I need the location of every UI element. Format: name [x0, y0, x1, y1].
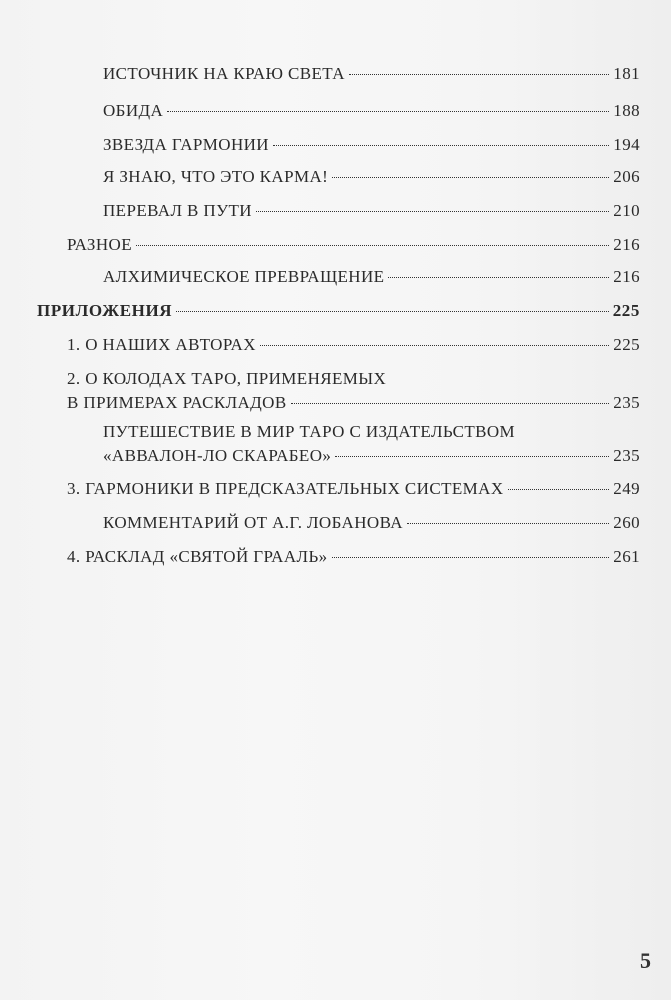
toc-entry-title: ЗВЕЗДА ГАРМОНИИ: [103, 135, 269, 154]
toc-entry: [67, 233, 640, 257]
leader-dots: [167, 111, 609, 112]
toc-entry: [67, 477, 640, 501]
toc-entry-page: 181: [613, 64, 640, 83]
toc-entry: [103, 420, 640, 468]
toc-entry-page: 249: [613, 479, 640, 498]
toc-entry-title-line2: В ПРИМЕРАХ РАСКЛАДОВ: [67, 393, 287, 412]
toc-entry-title: 3. ГАРМОНИКИ В ПРЕДСКАЗАТЕЛЬНЫХ СИСТЕМАХ: [67, 479, 504, 498]
toc-entry: [67, 367, 640, 415]
toc-entry-title-line1: 2. О КОЛОДАХ ТАРО, ПРИМЕНЯЕМЫХ: [67, 369, 387, 388]
toc-entry-page: 210: [613, 201, 640, 220]
leader-dots: [273, 145, 609, 146]
toc-entry-page: 235: [613, 393, 640, 412]
toc-entry: [103, 62, 640, 86]
toc-entry-title: 4. РАСКЛАД «СВЯТОЙ ГРААЛЬ»: [67, 547, 328, 566]
leader-dots: [508, 489, 610, 490]
toc-entry-title: АЛХИМИЧЕСКОЕ ПРЕВРАЩЕНИЕ: [103, 267, 385, 286]
leader-dots: [260, 345, 609, 346]
leader-dots: [332, 557, 610, 558]
leader-dots: [176, 311, 609, 312]
leader-dots: [388, 277, 609, 278]
toc-entry-title-line1: ПУТЕШЕСТВИЕ В МИР ТАРО С ИЗДАТЕЛЬСТВОМ: [103, 422, 516, 441]
toc-entry: [103, 199, 640, 223]
toc-entry-page: 261: [613, 547, 640, 566]
leader-dots: [291, 403, 610, 404]
page-number: 5: [640, 948, 651, 973]
toc-entry-page: 188: [613, 101, 640, 120]
toc-entry-page: 235: [613, 446, 640, 465]
toc-entry: [67, 333, 640, 357]
toc-entry-title: 1. О НАШИХ АВТОРАХ: [67, 335, 256, 354]
toc-entry-page: 206: [613, 167, 640, 186]
toc-entry-page: 216: [613, 267, 640, 286]
toc-entry-page: 216: [613, 235, 640, 254]
leader-dots: [335, 456, 609, 457]
toc-entry-title: РАЗНОЕ: [67, 235, 132, 254]
toc-entry: [67, 545, 640, 569]
toc-entry-page: 225: [613, 335, 640, 354]
leader-dots: [256, 211, 609, 212]
toc-entry-title: Я ЗНАЮ, ЧТО ЭТО КАРМА!: [103, 167, 329, 186]
leader-dots: [407, 523, 609, 524]
toc-entry-title: ОБИДА: [103, 101, 164, 120]
toc-section-heading: [37, 299, 640, 323]
toc-entry-page: 194: [613, 135, 640, 154]
toc-entry-page: 260: [613, 513, 640, 532]
toc-entry: [103, 133, 640, 157]
leader-dots: [136, 245, 609, 246]
toc-entry-title: ИСТОЧНИК НА КРАЮ СВЕТА: [103, 64, 345, 83]
toc-entry-page: 225: [612, 301, 640, 320]
toc-entry-title: ПРИЛОЖЕНИЯ: [37, 301, 173, 320]
toc-entry-title: ПЕРЕВАЛ В ПУТИ: [103, 201, 252, 220]
toc-entry-title-line2: «АВВАЛОН-ЛО СКАРАБЕО»: [103, 446, 332, 465]
leader-dots: [349, 74, 609, 75]
toc-entry: [103, 511, 640, 535]
toc-entry: [103, 165, 640, 189]
leader-dots: [332, 177, 609, 178]
toc-entry: [103, 99, 640, 123]
toc-entry-title: КОММЕНТАРИЙ ОТ А.Г. ЛОБАНОВА: [103, 513, 403, 532]
toc-entry: [103, 265, 640, 289]
